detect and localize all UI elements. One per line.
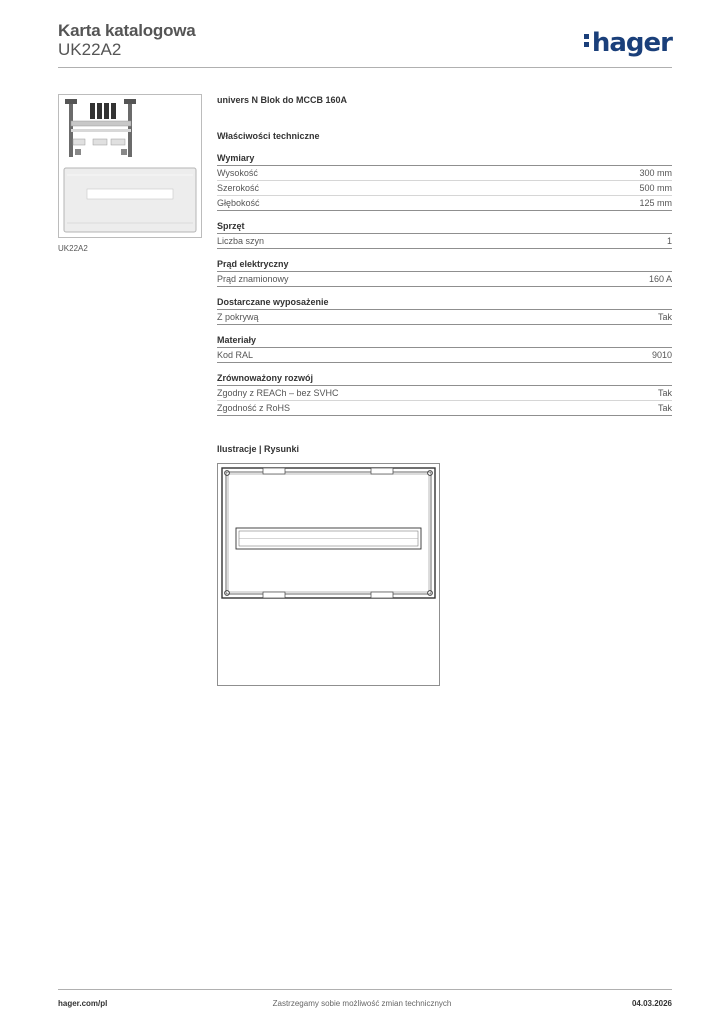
footer-disclaimer: Zastrzegamy sobie możliwość zmian technicznych <box>272 999 452 1008</box>
property-row <box>217 401 672 416</box>
property-value: 500 mm <box>639 183 672 193</box>
property-group-title: Sprzęt <box>217 221 672 234</box>
product-name: univers N Blok do MCCB 160A <box>217 95 348 105</box>
property-label: Kod RAL <box>217 350 254 360</box>
product-thumbnail <box>58 94 202 238</box>
technical-content <box>217 95 672 416</box>
product-photo-icon <box>59 95 201 237</box>
header-divider <box>58 67 672 68</box>
property-label: Zgodny z REACh – bez SVHC <box>217 388 339 398</box>
logo-dots-icon <box>584 34 590 50</box>
property-label: Prąd znamionowy <box>217 274 289 284</box>
property-group <box>217 259 672 287</box>
footer-date: 04.03.2026 <box>631 999 672 1008</box>
page-title: Karta katalogowa <box>58 21 196 40</box>
property-value: Tak <box>657 403 672 413</box>
property-value: 160 A <box>648 274 672 284</box>
property-row <box>217 272 672 287</box>
technical-drawing <box>217 463 440 686</box>
property-group <box>217 335 672 363</box>
property-label: Głębokość <box>217 198 260 208</box>
property-group <box>217 297 672 325</box>
enclosure-drawing-icon <box>218 464 439 685</box>
property-value: Tak <box>657 388 672 398</box>
property-group <box>217 221 672 249</box>
property-row <box>217 166 672 181</box>
property-row <box>217 234 672 249</box>
property-row <box>217 310 672 325</box>
property-row <box>217 386 672 401</box>
property-groups <box>217 153 672 416</box>
property-value: 9010 <box>651 350 672 360</box>
property-label: Szerokość <box>217 183 260 193</box>
hager-logo <box>584 27 672 58</box>
property-group-title: Materiały <box>217 335 672 348</box>
property-group-title: Prąd elektryczny <box>217 259 672 272</box>
property-value: 125 mm <box>639 198 672 208</box>
property-row <box>217 196 672 211</box>
property-group-title: Wymiary <box>217 153 672 166</box>
property-label: Wysokość <box>217 168 258 178</box>
product-code: UK22A2 <box>58 40 122 59</box>
thumbnail-caption: UK22A2 <box>58 244 88 253</box>
illustrations-heading: Ilustracje | Rysunki <box>217 444 300 454</box>
technical-properties-heading: Właściwości techniczne <box>217 131 320 141</box>
property-value: Tak <box>657 312 672 322</box>
property-row <box>217 348 672 363</box>
logo-text: hager <box>591 28 672 58</box>
property-group <box>217 373 672 416</box>
property-value: 300 mm <box>639 168 672 178</box>
property-label: Liczba szyn <box>217 236 265 246</box>
property-group <box>217 153 672 211</box>
property-group-title: Zrównoważony rozwój <box>217 373 672 386</box>
footer-website-link[interactable]: hager.com/pl <box>58 999 108 1008</box>
property-value: 1 <box>666 236 672 246</box>
property-row <box>217 181 672 196</box>
property-label: Z pokrywą <box>217 312 259 322</box>
footer-divider <box>58 989 672 990</box>
property-label: Zgodność z RoHS <box>217 403 291 413</box>
property-group-title: Dostarczane wyposażenie <box>217 297 672 310</box>
